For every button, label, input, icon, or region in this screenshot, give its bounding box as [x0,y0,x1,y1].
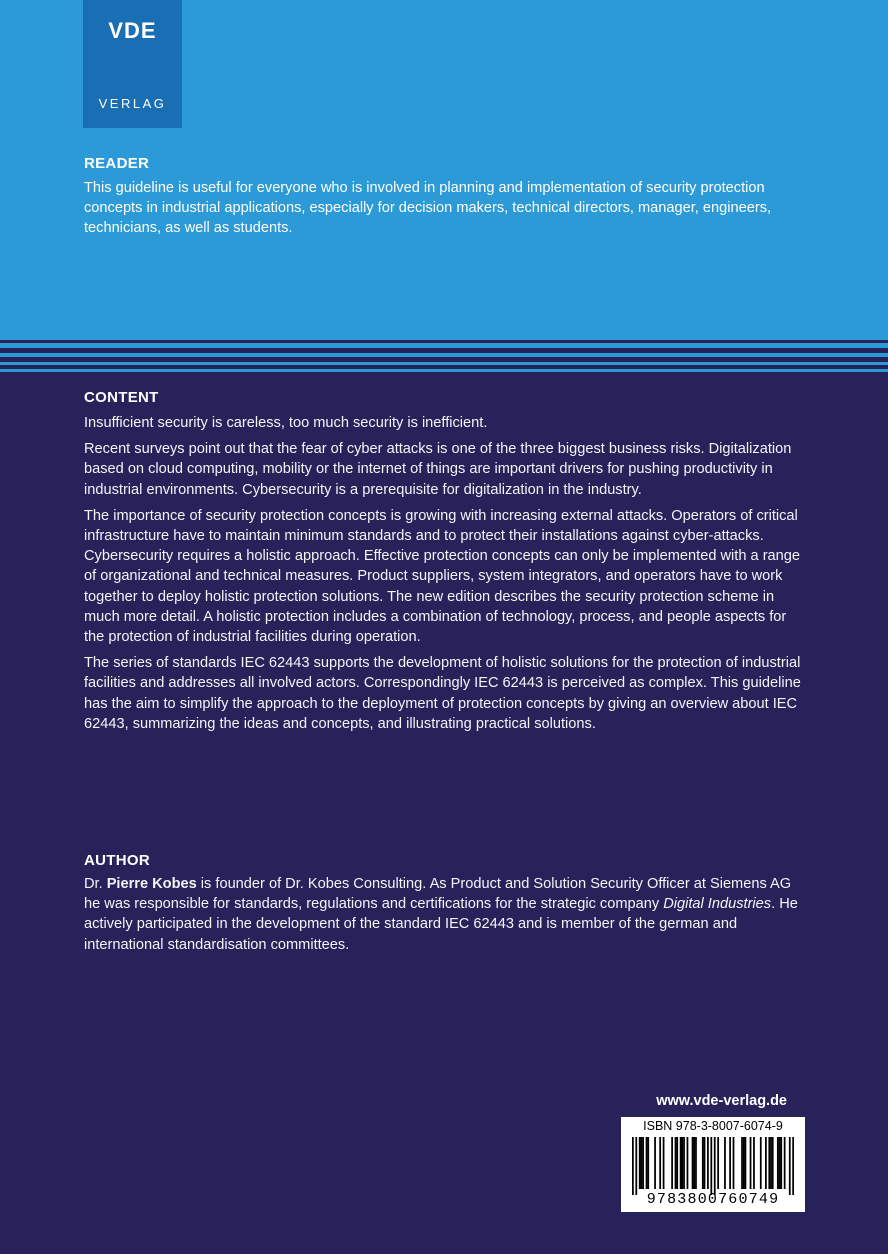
isbn-barcode [621,1117,805,1212]
barcode-bar [729,1137,731,1189]
barcode-bar [733,1137,735,1189]
barcode-bar [683,1137,685,1189]
barcode-bar [695,1137,697,1189]
barcode-bar [745,1137,747,1189]
barcode-bar [777,1137,779,1189]
author-heading: AUTHOR [84,852,150,869]
barcode-bar [646,1137,648,1189]
barcode-bar [641,1137,643,1189]
barcode-bar [753,1137,755,1189]
content-paragraph-4: The series of standards IEC 62443 supports the development of holistic solutions for the protection of industrial facilities and addresses all involved actors. Correspondingly IEC 62443 is perceived as complex. This guideline has the aim to simplify the approach to the deployment of protection concepts by giving an overview about IEC 62443, summarizing the ideas and concepts, and illustrating practical solutions. [84,655,801,732]
reader-section [84,155,804,239]
reader-text: This guideline is useful for everyone who is involved in planning and implementation of security protection concepts in industrial applications, especially for decision makers, technical directors, manager, engineers, technicians, as well as students. [84,180,772,237]
barcode-bar [741,1137,743,1189]
barcode-bar [792,1137,794,1195]
top-panel [0,0,888,340]
author-text-1: is founder of Dr. Kobes Consulting. As Product and Solution Security Officer at Siemens AG he was responsible for standards, regulations and certifications for the strategic company [84,876,792,913]
barcode-bar [768,1137,770,1189]
content-section [84,389,804,734]
ean-number: 9783800760749 [646,1191,780,1208]
barcode-bar [707,1137,709,1189]
author-text-2: . He actively participated in the development of the standard IEC 62443 and is member of the german and international standardisation committees. [84,896,798,953]
barcode-bar [789,1137,791,1195]
barcode-bar [770,1137,772,1189]
logo-vde-text: VDE [108,18,157,43]
stripe [0,353,888,357]
author-section [84,852,804,955]
author-company: Digital Industries [663,896,772,913]
content-heading: CONTENT [84,389,159,406]
barcode-bar [663,1137,665,1189]
barcode-bar [681,1137,683,1189]
barcode-bar [671,1137,673,1189]
barcode-bars [632,1137,794,1195]
author-name: Pierre Kobes [106,876,197,892]
barcode-bar [704,1137,706,1189]
barcode-bar [680,1137,682,1189]
content-paragraph-2: Recent surveys point out that the fear of cyber attacks is one of the three biggest business risks. Digitalization based on cloud computing, mobility or the internet of things are important drivers for pushing productivity in industrial environments. Cybersecurity is a prerequisite for digitalization in the industry. [84,441,792,498]
barcode-bar [784,1137,786,1189]
barcode-bar [779,1137,781,1189]
reader-heading: READER [84,155,150,172]
barcode-bar [654,1137,656,1189]
barcode-bar [760,1137,762,1189]
barcode-bar [693,1137,695,1189]
author-prefix: Dr. [84,876,107,892]
barcode-bar [717,1137,719,1189]
barcode-bar [765,1137,767,1189]
barcode-bar [632,1137,634,1195]
content-paragraph-3: The importance of security protection concepts is growing with increasing external attacks. Operators of critical infrastructure have to maintain minimum standards and to protect their installations against cyber-attacks. Cybersecurity requires a holistic approach. Effective protection concepts can only be implemented with a range of organizational and technical measures. Product suppliers, system integrators, and operators have to work together to deploy holistic protection solutions. The new edition describes the security protection scheme in much more detail. A holistic protection includes a combination of technology, process, and people aspects for the protection of industrial facilities during operation. [84,507,801,646]
barcode-bar [702,1137,704,1189]
divider-stripes [0,340,888,374]
vde-verlag-logo [83,0,182,128]
barcode-bar [647,1137,649,1189]
author-bio [84,874,804,955]
barcode-bar [675,1137,677,1189]
website-link[interactable]: www.vde-verlag.de [656,1093,787,1109]
barcode-bar [692,1137,694,1189]
barcode-bar [635,1137,637,1195]
barcode-bar [710,1137,712,1195]
barcode-bar [642,1137,644,1189]
barcode-bar [750,1137,752,1189]
barcode-bar [780,1137,782,1189]
barcode-bar [687,1137,689,1189]
logo-verlag-text: VERLAG [98,96,167,111]
barcode-bar [772,1137,774,1189]
barcode-bar [639,1137,641,1189]
isbn-label: ISBN 978-3-8007-6074-9 [643,1119,783,1133]
barcode-bar [676,1137,678,1189]
barcode-bar [724,1137,726,1189]
content-paragraph-1: Insufficient security is careless, too much security is inefficient. [84,415,488,431]
stripe [0,343,888,348]
barcode-bar [714,1137,716,1195]
stripe [0,362,888,365]
barcode-bar [743,1137,745,1189]
barcode-bar [659,1137,661,1189]
stripe [0,369,888,372]
